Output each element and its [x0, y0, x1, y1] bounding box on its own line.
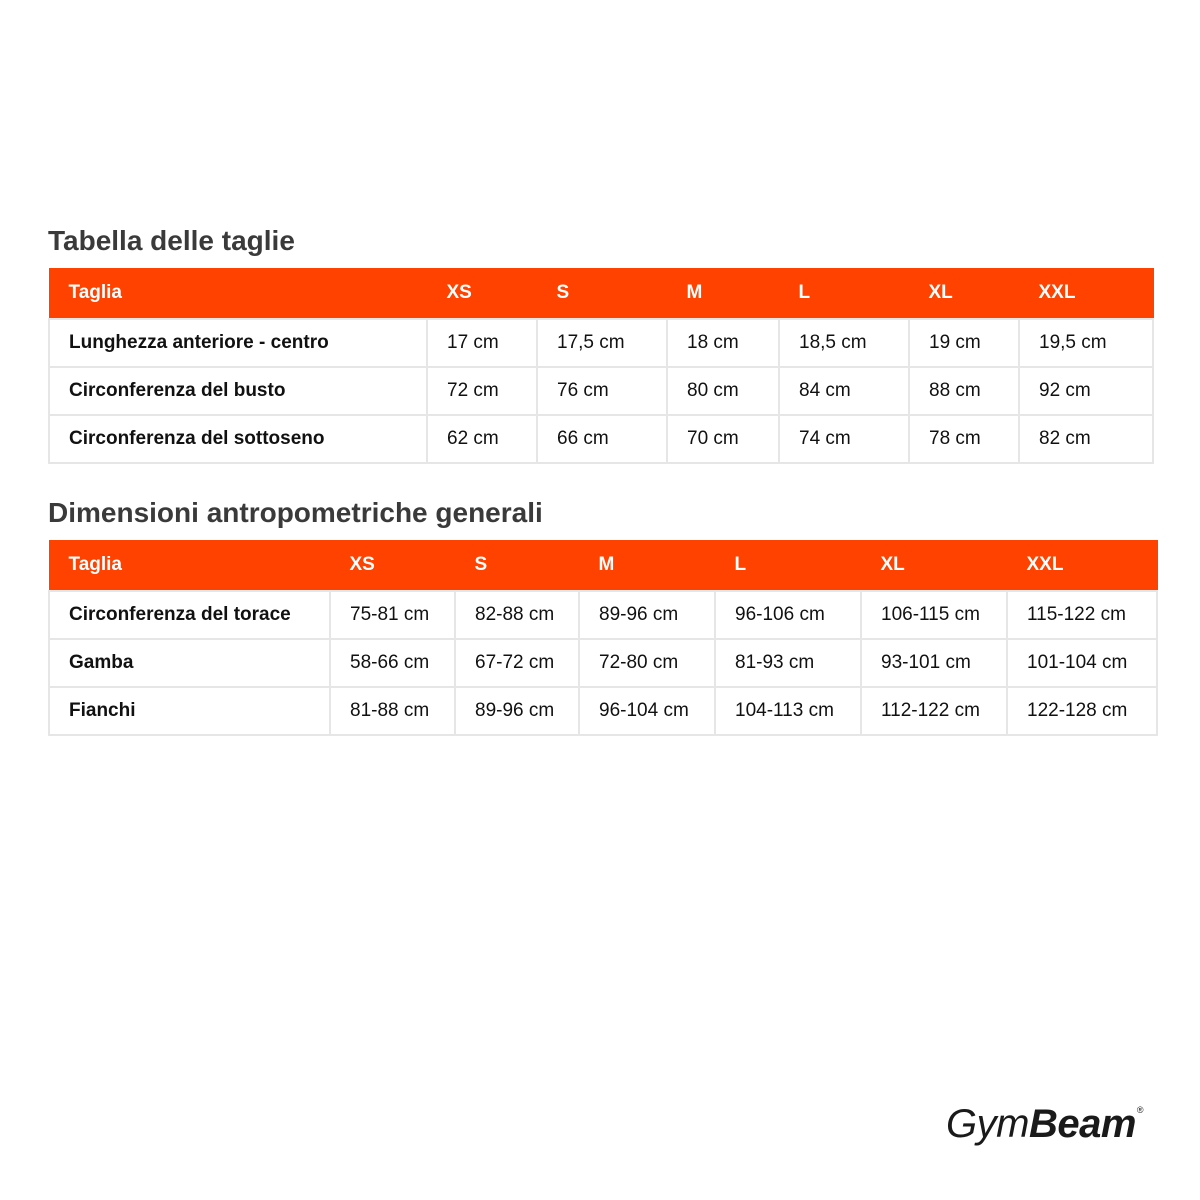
table-row	[49, 687, 1157, 735]
table-cell: 18 cm	[667, 319, 779, 367]
table-cell: 81-93 cm	[715, 639, 861, 687]
table-cell: 104-113 cm	[715, 687, 861, 735]
table-cell: 89-96 cm	[455, 687, 579, 735]
table-cell: 66 cm	[537, 415, 667, 463]
header-cell-xs: XS	[427, 269, 537, 319]
table-cell: 72-80 cm	[579, 639, 715, 687]
table-cell: 78 cm	[909, 415, 1019, 463]
table-row	[49, 639, 1157, 687]
row-label: Fianchi	[49, 687, 330, 735]
table-cell: 72 cm	[427, 367, 537, 415]
size-chart-title: Tabella delle taglie	[48, 225, 295, 256]
registered-mark-icon: ®	[1136, 1105, 1144, 1115]
table-cell: 81-88 cm	[330, 687, 455, 735]
table-cell: 75-81 cm	[330, 591, 455, 639]
logo-text-beam: Beam	[1028, 1102, 1136, 1146]
header-cell-s: S	[455, 541, 579, 591]
header-cell-l: L	[779, 269, 909, 319]
table-cell: 70 cm	[667, 415, 779, 463]
table-cell: 92 cm	[1019, 367, 1153, 415]
header-cell-s: S	[537, 269, 667, 319]
table-cell: 122-128 cm	[1007, 687, 1157, 735]
header-cell-xl: XL	[861, 541, 1007, 591]
row-label: Gamba	[49, 639, 330, 687]
table-cell: 82-88 cm	[455, 591, 579, 639]
table-cell: 82 cm	[1019, 415, 1153, 463]
row-label: Lunghezza anteriore - centro	[49, 319, 427, 367]
body-measurements-table	[48, 540, 1158, 736]
table-header-row	[49, 541, 1157, 591]
logo-text-gym: Gym	[946, 1102, 1029, 1146]
row-label: Circonferenza del sottoseno	[49, 415, 427, 463]
table-cell: 88 cm	[909, 367, 1019, 415]
table-cell: 19 cm	[909, 319, 1019, 367]
body-measurements-title: Dimensioni antropometriche generali	[48, 497, 543, 528]
header-cell-xs: XS	[330, 541, 455, 591]
table-row	[49, 415, 1153, 463]
table-cell: 17,5 cm	[537, 319, 667, 367]
table-cell: 62 cm	[427, 415, 537, 463]
header-cell-m: M	[579, 541, 715, 591]
header-cell-xxl: XXL	[1007, 541, 1157, 591]
table-cell: 76 cm	[537, 367, 667, 415]
table-cell: 96-106 cm	[715, 591, 861, 639]
header-cell-xl: XL	[909, 269, 1019, 319]
row-label: Circonferenza del torace	[49, 591, 330, 639]
gymbeam-logo	[946, 1104, 1143, 1144]
table-cell: 101-104 cm	[1007, 639, 1157, 687]
table-cell: 84 cm	[779, 367, 909, 415]
header-cell-m: M	[667, 269, 779, 319]
header-cell-size: Taglia	[49, 541, 330, 591]
row-label: Circonferenza del busto	[49, 367, 427, 415]
table-cell: 67-72 cm	[455, 639, 579, 687]
table-row	[49, 591, 1157, 639]
table-cell: 80 cm	[667, 367, 779, 415]
header-cell-size: Taglia	[49, 269, 427, 319]
table-cell: 18,5 cm	[779, 319, 909, 367]
table-header-row	[49, 269, 1153, 319]
table-cell: 74 cm	[779, 415, 909, 463]
table-cell: 115-122 cm	[1007, 591, 1157, 639]
header-cell-l: L	[715, 541, 861, 591]
table-row	[49, 319, 1153, 367]
table-cell: 89-96 cm	[579, 591, 715, 639]
header-cell-xxl: XXL	[1019, 269, 1153, 319]
table-row	[49, 367, 1153, 415]
size-chart-table	[48, 268, 1154, 464]
table-cell: 96-104 cm	[579, 687, 715, 735]
table-cell: 93-101 cm	[861, 639, 1007, 687]
table-cell: 58-66 cm	[330, 639, 455, 687]
table-cell: 17 cm	[427, 319, 537, 367]
table-cell: 106-115 cm	[861, 591, 1007, 639]
table-cell: 112-122 cm	[861, 687, 1007, 735]
table-cell: 19,5 cm	[1019, 319, 1153, 367]
